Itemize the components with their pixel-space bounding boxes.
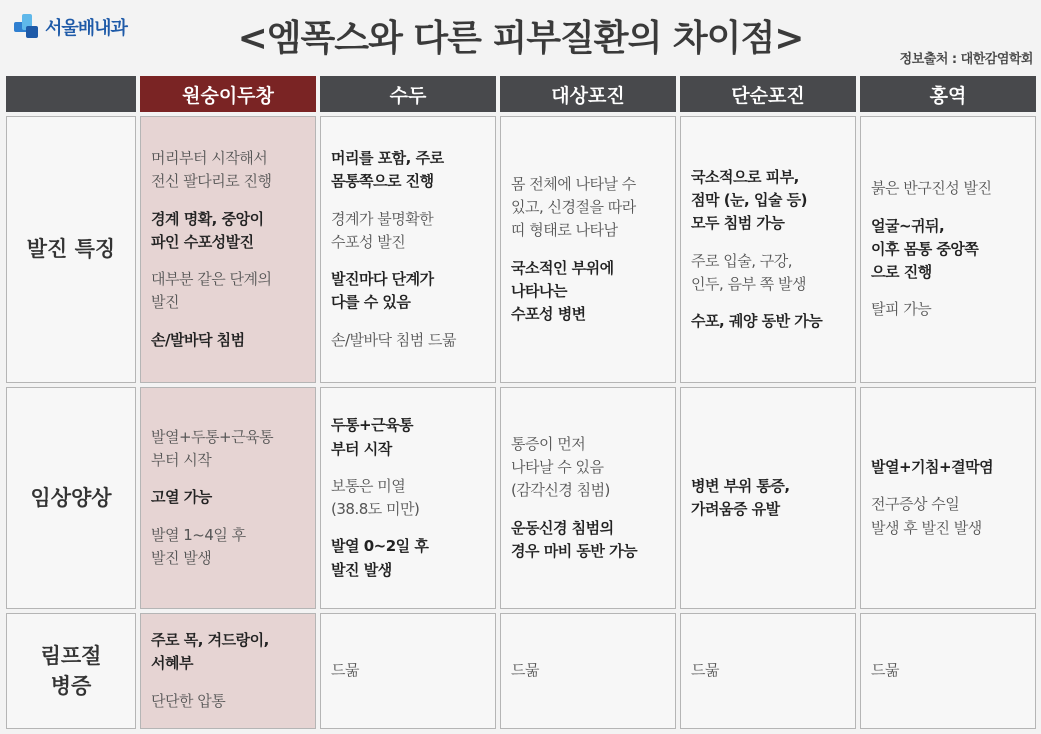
cell-paragraph: 머리를 포함, 주로 몸통쪽으로 진행 [331, 149, 444, 191]
comparison-table [6, 76, 1036, 729]
cell-paragraph: 단단한 압통 [151, 691, 226, 710]
cell-paragraph: 경계가 불명확한 수포성 발진 [331, 209, 434, 251]
header-measles: 홍역 [860, 76, 1036, 112]
cell-paragraph: 발열+두통+근육통 부터 시작 [151, 427, 274, 470]
cell-paragraph: 몸 전체에 나타날 수 있고, 신경절을 따라 띠 형태로 나타남 [511, 174, 636, 240]
cell-paragraph: 운동신경 침범의 경우 마비 동반 가능 [511, 518, 638, 560]
cell-paragraph: 손/발바닥 침범 드묾 [331, 330, 457, 349]
cell-lymph-measles [860, 613, 1036, 729]
cell-rash-measles [860, 116, 1036, 383]
cell-clinical-shingles [500, 387, 676, 609]
header-chickenpox: 수두 [320, 76, 496, 112]
row-label-lymph [6, 613, 136, 729]
cell-paragraph: 드묾 [511, 661, 539, 680]
cell-paragraph: 통증이 먼저 나타날 수 있음 (감각신경 침범) [511, 434, 610, 500]
cell-paragraph: 경계 명확, 중앙이 파인 수포성발진 [151, 209, 264, 251]
cell-paragraph: 병변 부위 통증, 가려움증 유발 [691, 476, 790, 518]
cell-paragraph: 국소적으로 피부, 점막 (눈, 입술 등) 모두 침범 가능 [691, 167, 808, 233]
cell-paragraph: 고열 가능 [151, 488, 212, 507]
cell-paragraph: 대부분 같은 단계의 발진 [151, 270, 272, 312]
cell-clinical-measles [860, 387, 1036, 609]
cell-paragraph: 국소적인 부위에 나타나는 수포성 병변 [511, 258, 614, 323]
cell-clinical-chickenpox [320, 387, 496, 609]
logo-text: 서울배내과 [45, 18, 127, 39]
cell-lymph-mpox [140, 613, 316, 729]
cell-paragraph: 얼굴~귀뒤, 이후 몸통 중앙쪽 으로 진행 [871, 216, 979, 282]
cell-paragraph: 드묾 [691, 661, 719, 680]
cell-paragraph: 머리부터 시작해서 전신 팔다리로 진행 [151, 149, 272, 191]
page-title: <엠폭스와 다른 피부질환의 차이점> [237, 18, 804, 59]
cell-lymph-herpes-simplex [680, 613, 856, 729]
cell-paragraph: 두통+근육통 부터 시작 [331, 416, 414, 458]
cell-rash-herpes-simplex [680, 116, 856, 383]
header-herpes-simplex: 단순포진 [680, 76, 856, 112]
cell-lymph-shingles [500, 613, 676, 729]
row-label-clinical-text: 임상양상 [30, 485, 112, 510]
header-corner [6, 76, 136, 112]
cell-paragraph: 발열 0~2일 후 발진 발생 [331, 537, 429, 579]
row-label-rash-text: 발진 특징 [26, 237, 116, 262]
cell-paragraph: 전구증상 수일 발생 후 발진 발생 [871, 495, 982, 537]
cell-paragraph: 주로 목, 겨드랑이, 서혜부 [151, 631, 269, 673]
cell-lymph-chickenpox [320, 613, 496, 729]
header-shingles: 대상포진 [500, 76, 676, 112]
row-label-lymph-text: 림프절 병증 [40, 643, 102, 698]
cell-paragraph: 발진마다 단계가 다를 수 있음 [331, 270, 434, 312]
cell-paragraph: 주로 입술, 구강, 인두, 음부 쪽 발생 [691, 251, 807, 293]
header-mpox: 원숭이두창 [140, 76, 316, 112]
cell-paragraph: 손/발바닥 침범 [151, 330, 245, 349]
cell-paragraph: 붉은 반구진성 발진 [871, 179, 992, 198]
cell-rash-chickenpox [320, 116, 496, 383]
cell-paragraph: 드묾 [331, 661, 359, 680]
cell-rash-mpox [140, 116, 316, 383]
cell-rash-shingles [500, 116, 676, 383]
row-label-rash [6, 116, 136, 383]
cell-paragraph: 드묾 [871, 661, 899, 680]
cell-paragraph: 보통은 미열 (38.8도 미만) [331, 476, 420, 518]
cell-paragraph: 발열+기침+결막염 [871, 458, 994, 477]
cell-paragraph: 발열 1~4일 후 발진 발생 [151, 525, 246, 567]
cell-paragraph: 수포, 궤양 동반 가능 [691, 312, 823, 330]
source-note: 정보출처 : 대한감염학회 [899, 52, 1033, 67]
cell-clinical-herpes-simplex [680, 387, 856, 609]
cell-clinical-mpox [140, 387, 316, 609]
row-label-clinical [6, 387, 136, 609]
cell-paragraph: 탈피 가능 [871, 300, 932, 319]
